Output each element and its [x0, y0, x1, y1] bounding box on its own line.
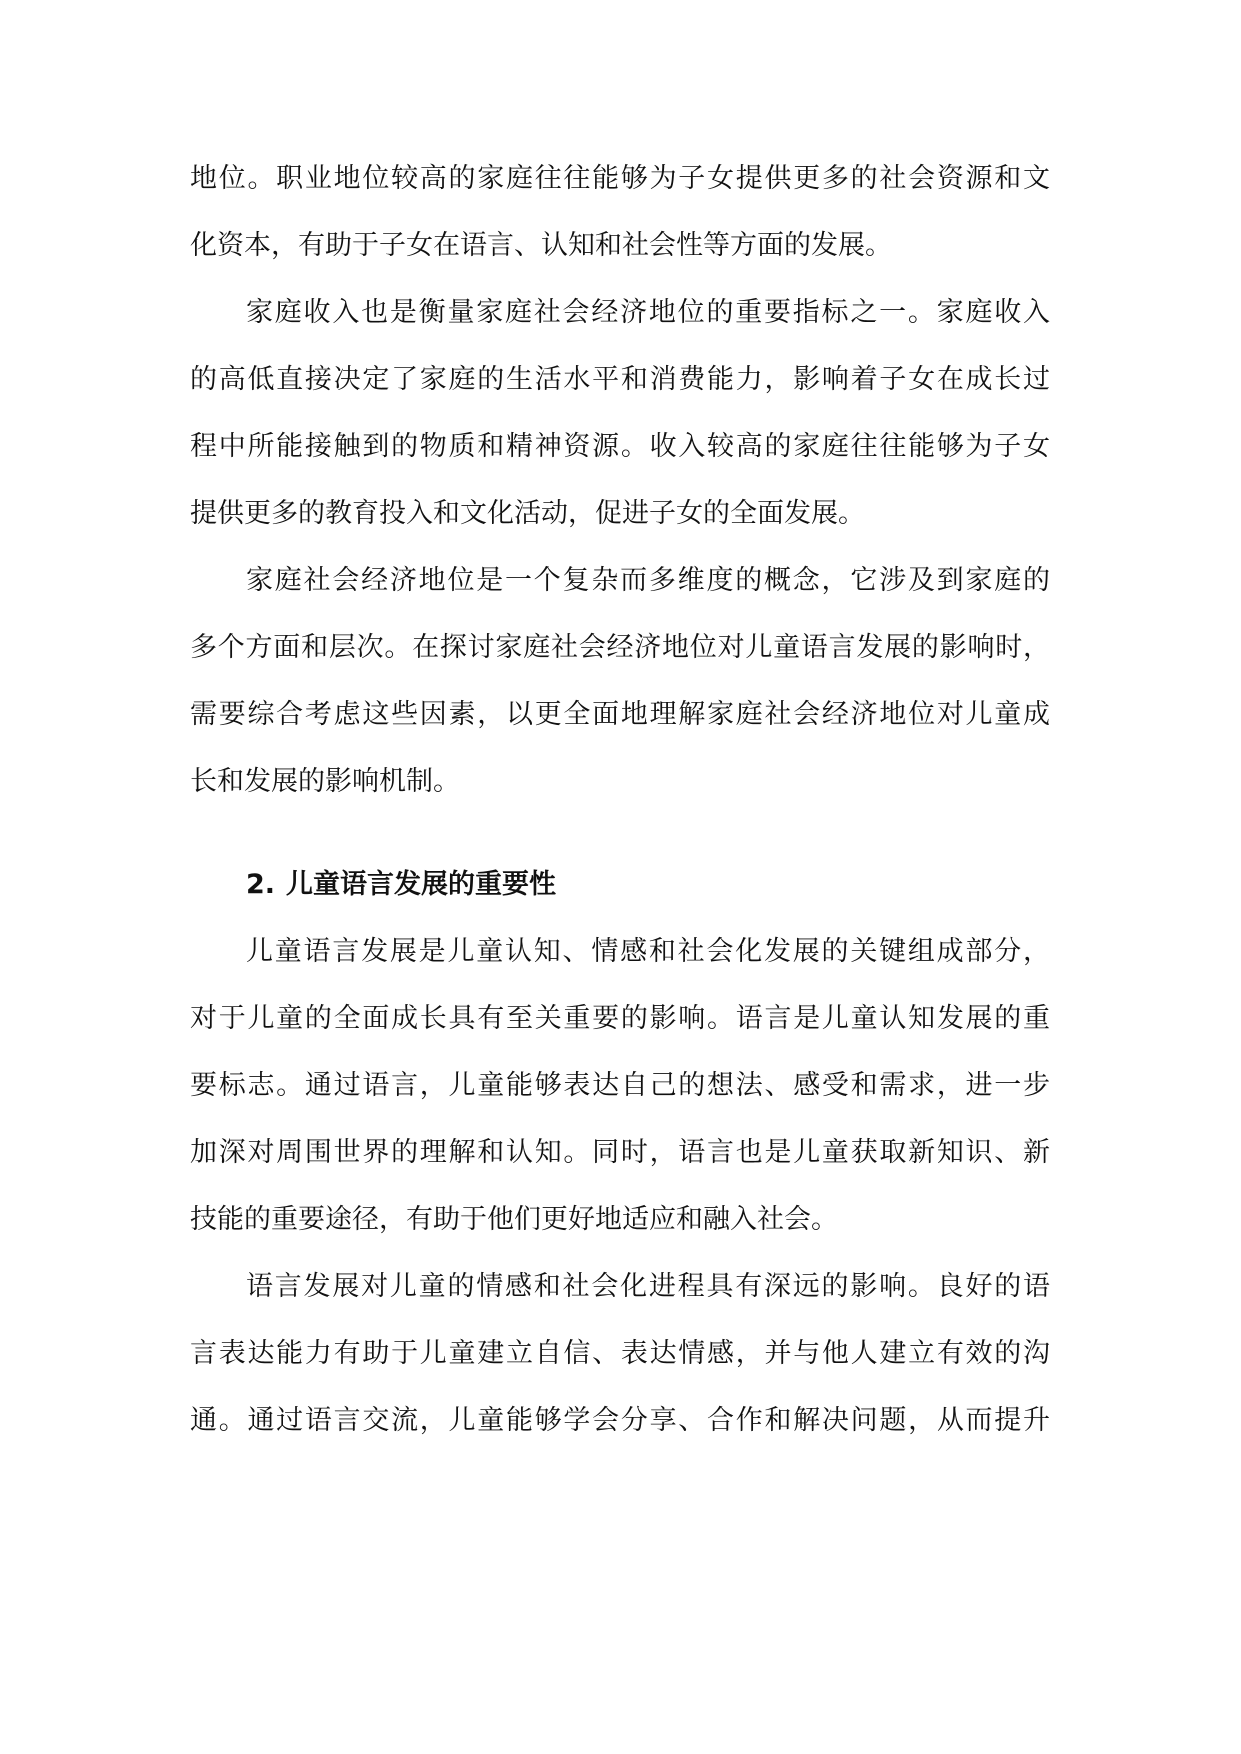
text-line: 儿童语言发展是儿童认知、情感和社会化发展的关键组成部分，: [246, 936, 1050, 967]
text-line: 化资本，有助于子女在语言、认知和社会性等方面的发展。: [190, 230, 892, 261]
text-line: 加深对周围世界的理解和认知。同时，语言也是儿童获取新知识、新: [190, 1137, 1050, 1168]
section-heading: [190, 851, 1050, 918]
section-title: 儿童语言发展的重要性: [286, 869, 556, 900]
text-line: 语言发展对儿童的情感和社会化进程具有深远的影响。良好的语: [246, 1271, 1050, 1302]
text-line: 需要综合考虑这些因素，以更全面地理解家庭社会经济地位对儿童成: [190, 699, 1050, 730]
section-number: 2.: [246, 869, 276, 900]
text-line: 家庭社会经济地位是一个复杂而多维度的概念，它涉及到家庭的: [246, 565, 1050, 596]
text-line: 言表达能力有助于儿童建立自信、表达情感，并与他人建立有效的沟: [190, 1338, 1050, 1369]
paragraph: [190, 547, 1050, 815]
text-line: 家庭收入也是衡量家庭社会经济地位的重要指标之一。家庭收入: [246, 297, 1050, 328]
text-line: 多个方面和层次。在探讨家庭社会经济地位对儿童语言发展的影响时，: [190, 632, 1050, 663]
paragraph: [190, 1253, 1050, 1454]
paragraph: [190, 918, 1050, 1253]
text-line: 对于儿童的全面成长具有至关重要的影响。语言是儿童认知发展的重: [190, 1003, 1050, 1034]
text-line: 程中所能接触到的物质和精神资源。收入较高的家庭往往能够为子女: [190, 431, 1050, 462]
text-line: 的高低直接决定了家庭的生活水平和消费能力，影响着子女在成长过: [190, 364, 1050, 395]
paragraph: [190, 145, 1050, 279]
text-line: 地位。职业地位较高的家庭往往能够为子女提供更多的社会资源和文: [190, 163, 1050, 194]
text-line: 提供更多的教育投入和文化活动，促进子女的全面发展。: [190, 498, 865, 529]
text-line: 技能的重要途径，有助于他们更好地适应和融入社会。: [190, 1204, 838, 1235]
text-line: 要标志。通过语言，儿童能够表达自己的想法、感受和需求，进一步: [190, 1070, 1050, 1101]
text-line: 长和发展的影响机制。: [190, 766, 460, 797]
paragraph: [190, 279, 1050, 547]
text-line: 通。通过语言交流，儿童能够学会分享、合作和解决问题，从而提升: [190, 1405, 1050, 1436]
page-body: [190, 145, 1050, 1454]
